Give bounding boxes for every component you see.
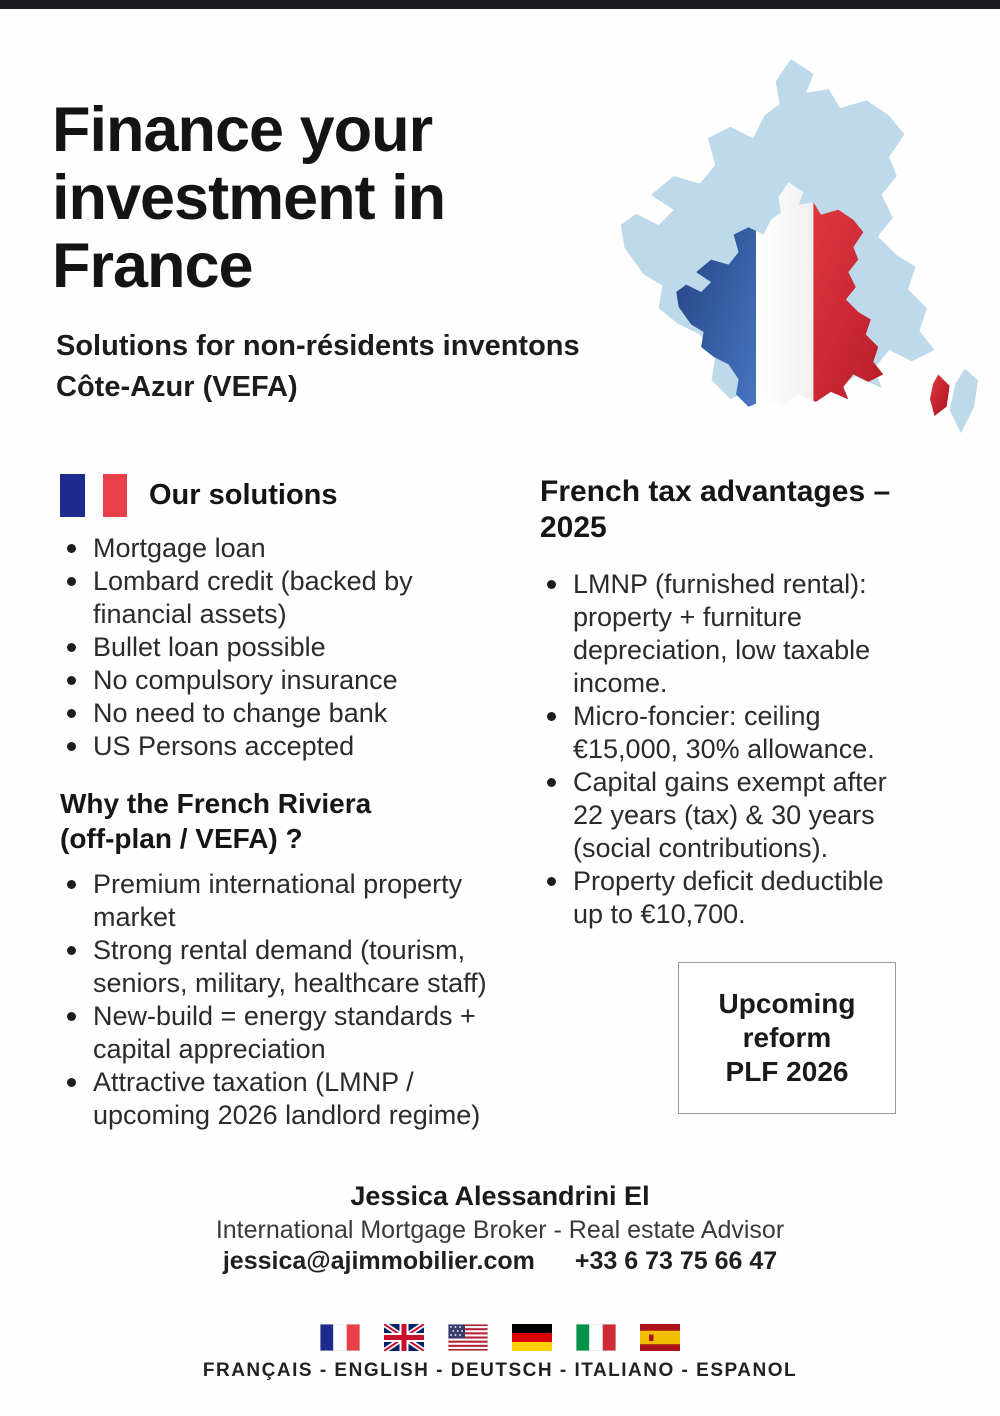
languages-line: FRANÇAIS - ENGLISH - DEUTSCH - ITALIANO - ESPANOL <box>202 1360 798 1381</box>
list-item <box>540 766 905 865</box>
reform-box-line-2: reform <box>742 1022 832 1053</box>
bullet-icon <box>67 709 76 718</box>
title-line-1: Finance your <box>52 95 433 165</box>
usa-flag-icon <box>448 1324 488 1351</box>
list-item <box>60 868 501 934</box>
reform-box-line-3: PLF 2026 <box>725 1056 849 1087</box>
list-item-text: US Persons accepted <box>93 731 355 761</box>
list-item <box>60 664 501 697</box>
tax-heading-line-2: 2025 <box>540 511 607 544</box>
contact-phone: +33 6 73 75 66 47 <box>574 1247 778 1275</box>
germany-flag-icon <box>512 1324 552 1351</box>
bullet-icon <box>67 577 76 586</box>
bullet-icon <box>67 1078 76 1087</box>
subtitle-line-1: Solutions for non-résidents inventons <box>56 330 580 362</box>
solutions-heading: Our solutions <box>149 479 338 511</box>
reform-box <box>678 962 896 1114</box>
language-flags-row <box>0 1324 1000 1351</box>
list-item-text: Capital gains exempt after 22 years (tax) & 30 years (social contributions). <box>573 767 887 863</box>
bullet-icon <box>67 544 76 553</box>
contact-name: Jessica Alessandrini El <box>350 1181 650 1211</box>
bullet-icon <box>67 676 76 685</box>
riviera-list <box>60 868 501 1132</box>
list-item-text: LMNP (furnished rental): property + furniture depreciation, low taxable income. <box>573 569 871 698</box>
bullet-icon <box>67 742 76 751</box>
list-item-text: Premium international property market <box>93 869 463 932</box>
riviera-heading-line-2: (off-plan / VEFA) ? <box>60 823 303 854</box>
list-item <box>540 568 905 700</box>
bullet-icon <box>67 880 76 889</box>
reform-box-line-1: Upcoming <box>718 988 856 1019</box>
spain-flag-icon <box>640 1324 680 1351</box>
list-item-text: Lombard credit (backed by financial assets) <box>93 566 413 629</box>
uk-flag-icon <box>384 1324 424 1351</box>
corsica-outline-shape <box>950 369 978 433</box>
riviera-heading <box>60 786 371 856</box>
list-item-text: New-build = energy standards + capital appreciation <box>93 1001 476 1064</box>
bullet-icon <box>67 946 76 955</box>
france-map-graphic <box>617 55 995 452</box>
bullet-icon <box>547 877 556 886</box>
list-item <box>60 1066 501 1132</box>
solutions-heading-row <box>60 474 338 517</box>
bullet-icon <box>67 1012 76 1021</box>
riviera-heading-line-1: Why the French Riviera <box>60 788 372 819</box>
list-item <box>60 631 501 664</box>
subtitle-line-2: Côte-Azur (VEFA) <box>56 371 298 403</box>
list-item <box>60 697 501 730</box>
subtitle <box>56 326 580 408</box>
flag-red-stripe <box>103 474 127 517</box>
contact-role: International Mortgage Broker - Real estate Advisor <box>215 1216 785 1244</box>
tax-heading-line-1: French tax advantages – <box>540 475 891 508</box>
list-item-text: Property deficit deductible up to €10,700. <box>573 866 884 929</box>
bullet-icon <box>547 712 556 721</box>
bullet-icon <box>547 580 556 589</box>
list-item <box>60 730 501 763</box>
flag-blue-stripe <box>60 474 85 517</box>
bullet-icon <box>547 778 556 787</box>
list-item-text: No compulsory insurance <box>93 665 398 695</box>
list-item-text: Attractive taxation (LMNP / upcoming 2026 landlord regime) <box>93 1067 481 1130</box>
list-item-text: Strong rental demand (tourism, seniors, military, healthcare staff) <box>93 935 487 998</box>
list-item-text: Mortgage loan <box>93 533 266 563</box>
title-line-3: France <box>52 231 253 301</box>
title-line-2: investment in <box>52 163 446 233</box>
list-item <box>60 1000 501 1066</box>
corsica-red-shape <box>930 374 950 416</box>
bullet-icon <box>67 643 76 652</box>
contact-line <box>0 1247 1000 1276</box>
list-item <box>540 700 905 766</box>
list-item <box>60 532 501 565</box>
list-item <box>60 934 501 1000</box>
france-map-svg <box>617 55 995 452</box>
list-item-text: Bullet loan possible <box>93 632 326 662</box>
france-flag-icon <box>320 1324 360 1351</box>
list-item-text: Micro-foncier: ceiling €15,000, 30% allowance. <box>573 701 875 764</box>
list-item <box>60 565 501 631</box>
tax-heading <box>540 474 970 546</box>
page-title <box>52 96 445 300</box>
list-item <box>540 865 905 931</box>
solutions-list <box>60 532 501 763</box>
italy-flag-icon <box>576 1324 616 1351</box>
french-flag-icon <box>60 474 127 517</box>
top-bar <box>0 0 1000 9</box>
list-item-text: No need to change bank <box>93 698 388 728</box>
contact-email: jessica@ajimmobilier.com <box>222 1247 535 1275</box>
tax-list <box>540 568 905 931</box>
